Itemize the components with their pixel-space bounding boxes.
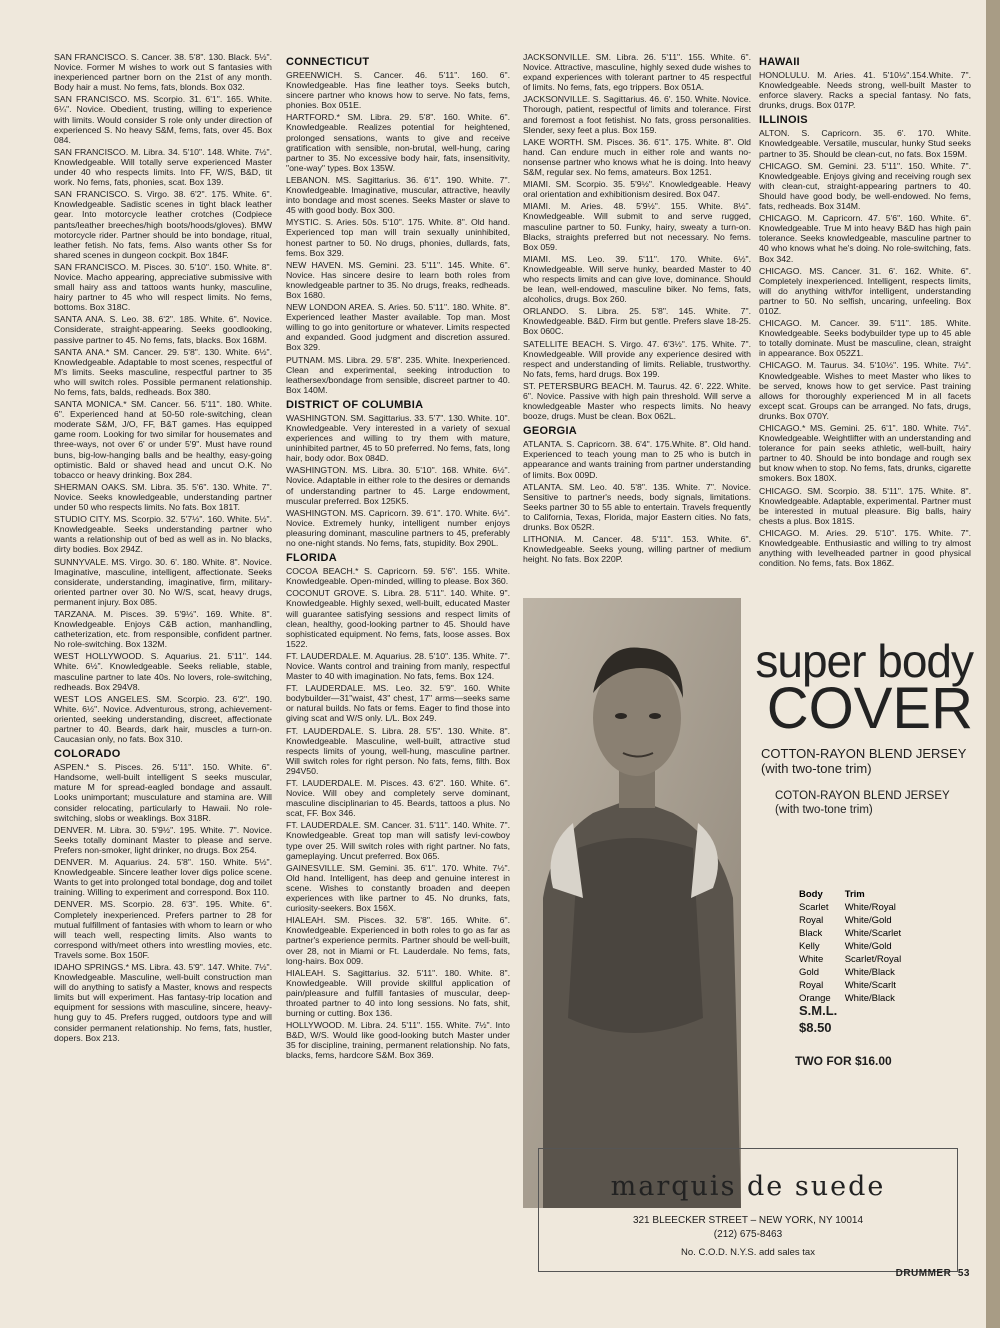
trim-color: White/Black <box>844 967 895 978</box>
body-color: Scarlet <box>799 902 829 913</box>
ad-subtitle-1: COTTON-RAYON BLEND JERSEY <box>761 746 967 761</box>
color-table-row <box>799 940 915 953</box>
personal-ad-entry: SUNNYVALE. MS. Virgo. 30. 6'. 180. White. 8". Novice. Imaginative, masculine, intelligent, affectionate. Seeks considerate, understanding, imaginative, firm, military-oriented partner over 30. No W/S, scat, heavy drugs, permanent injury. Box 085. <box>54 556 272 607</box>
color-table-row <box>799 901 915 914</box>
trim-color: White/Gold <box>844 941 892 952</box>
personal-ad-entry: JACKSONVILLE. S. Sagittarius. 46. 6'. 150. White. Novice. Thorough, patient, respectful of limits and tolerance. First and foremost a foot fetishist. No fats, gross personalities. Slender, sexy feet a plus. Box 159. <box>523 94 751 135</box>
personal-ad-entry: CHICAGO. M. Aries. 29. 5'10". 175. White. 7". Knowledgeable. Enthusiastic and willing to try almost anything with levelheaded partner in good physical condition. No fems, fats. Box 186Z. <box>759 527 971 569</box>
personal-ad-entry: ASPEN.* S. Pisces. 26. 5'11". 150. White. 6". Handsome, well-built intelligent S seeks muscular, mature M for spread-eagled bondage and assault. Looks unimportant; musculature and stamina are. Will consider relocating, particularly to Hawaii. No role-switching, slobs or weaklings. Box 318R. <box>54 762 272 823</box>
trim-color: White/Royal <box>844 902 896 913</box>
personal-ad-entry: HOLLYWOOD. M. Libra. 24. 5'11". 155. White. 7½". Into B&D, W/S. Would like good-looking butch Master under 35 for discipline, training, permanent relationship. No fats, blacks, fems, hardcore S&M. Box 369. <box>286 1020 510 1061</box>
personal-ad-entry: FT. LAUDERDALE. M. Aquarius. 28. 5'10". 135. White. 7". Novice. Wants control and training from manly, respectful Master to 40 with imagination. No fats, fems. Box 124. <box>286 650 510 682</box>
personal-ad-entry: SAN FRANCISCO. MS. Scorpio. 31. 6'1". 165. White. 6¼". Novice. Obedient, trusting, willing to experience with limits. Would consider S role only under direction of experienced S. No heavy S&M, fems, fats, over 45. Box 084. <box>54 94 272 145</box>
personal-ad-entry: IDAHO SPRINGS.* MS. Libra. 43. 5'9". 147. White. 7½". Knowledgeable. Masculine, well-built construction man will do anything to satisfy a Master, knows and respects limits but will experiment. Has fantasy-trip location and equipment for sessions with masculine, sincere, heavy-hung guy to 45. Prefers rugged, outdoors type and will consider permanent relationship. No fems, fats, hustler, dopers. Box 213. <box>54 961 272 1043</box>
state-heading: HAWAII <box>759 56 800 68</box>
ad-sizes: S.M.L. <box>799 1003 838 1018</box>
body-color: White <box>799 954 824 965</box>
column-1 <box>54 52 272 1045</box>
body-color: Gold <box>799 967 820 978</box>
personal-ad-entry: HIALEAH. SM. Pisces. 32. 5'8". 165. White. 6". Knowledgeable. Experienced in both roles to go as far as partner's experience permits. Partner should be well-built, over 28, not in Miami or Ft. Lauderdale. No fems, fats, long-hairs. Box 009. <box>286 915 510 966</box>
personal-ad-entry: MIAMI. SM. Scorpio. 35. 5'9½". Knowledgeable. Heavy oral orientation and exhibitionism desired. Box 047. <box>523 179 751 200</box>
color-table-row <box>799 979 915 992</box>
personal-ad-entry: CHICAGO.* MS. Gemini. 25. 6'1". 180. White. 7½". Knowledgeable. Weightlifter with an understanding and tolerance for pain seeks athletic, well-built, hairy partner to 40. Should be into bondage and rough sex but know when to stop. No fems, fats, drunks, cigarette smokers. Box 180X. <box>759 423 971 484</box>
trim-column-header: Trim <box>844 889 865 900</box>
color-table-row <box>799 914 915 927</box>
personal-ad-entry: JACKSONVILLE. SM. Libra. 26. 5'11". 155. White. 6". Novice. Attractive, masculine, highly sexed dude wishes to expand experiences with tolerant partner to 45 respectful of limits. No fems, fats, ego trippers. Box 051A. <box>523 52 751 93</box>
ad-subtitle-2: COTON-RAYON BLEND JERSEY <box>775 790 950 802</box>
personal-ad-entry: WEST LOS ANGELES. SM. Scorpio. 23. 6'2". 190. White. 6½". Novice. Adventurous, strong, achievement-oriented, seeking understanding, discreet, affectionate partner to 40. Beards, dark hair, muscles a turn-on. Caucasian only, no fats. Box 310. <box>54 693 272 745</box>
column-3 <box>523 52 751 566</box>
personal-ad-entry: FT. LAUDERDALE. M. Pisces. 43. 6'2". 160. White. 6". Novice. Will obey and completely serve dominant, masculine disciplinarian to 45. Beards, tattoos a plus. No scat, FF. Box 346. <box>286 778 510 819</box>
page-number: 53 <box>957 1268 970 1279</box>
advertiser-logo: marquis de suede <box>610 1171 886 1202</box>
personal-ad-entry: ALTON. S. Capricorn. 35. 6'. 170. White. Knowledgeable. Versatile, muscular, hunky Stud seeks partner to 35. Should be clean-cut, no fats. Box 159M. <box>759 128 971 159</box>
personal-ad-entry: GREENWICH. S. Cancer. 46. 5'11". 160. 6". Knowledgeable. Has fine leather toys. Seeks butch, sincere partner who knows how to serve. No fats, fems, phonies. Box 051E. <box>286 70 510 111</box>
state-heading: COLORADO <box>54 748 121 761</box>
color-table-row <box>799 953 915 966</box>
personal-ad-entry: WEST HOLLYWOOD. S. Aquarius. 21. 5'11". 144. White. 6½". Knowledgeable. Seeks reliable, stable, masculine partner to late 40s. No lovers, role-switching, redheads. Box 294V8. <box>54 651 272 692</box>
advertiser-terms: No. C.O.D. N.Y.S. add sales tax <box>681 1247 815 1258</box>
ad-title-line2: COVER <box>766 676 973 741</box>
state-heading: FLORIDA <box>286 552 337 565</box>
ad-title-line1: super body <box>755 635 973 687</box>
personal-ad-entry: MIAMI. M. Aries. 48. 5'9½". 155. White. 8½". Knowledgeable. Will submit to and serve rugged, masculine partner to 50. Funky, hairy, sweaty a turn-on. Blacks, straights preferred but not necessary. No fems. Box 059. <box>523 201 751 252</box>
personal-ad-entry: CHICAGO. SM. Scorpio. 38. 5'11". 175. White. 8". Knowledgeable. Adaptable, experimental. Partner must be interested in mutual pleasure. Big balls, hairy chests a plus. Box 181S. <box>759 485 972 526</box>
trim-color: Scarlet/Royal <box>844 954 902 965</box>
personal-ad-entry: LITHONIA. M. Cancer. 48. 5'11". 153. White. 6". Knowledgeable. Seeks young, willing partner of medium height. No fats. Box 220P. <box>523 534 751 565</box>
personal-ad-entry: SAN FRANCISCO. S. Virgo. 38. 6'2". 175. White. 6". Knowledgeable. Sadistic scenes in tight black leather gear. Into motorcycle leather crotches (Codpiece pants/leather breeches/high boots/hoods/gloves). BMW motorcycle rider. Partner should be into bondage, ritual, leather fetish. No fats, fems. Also wants other Ss for shared scenes in dungeon cockpit. Box 184F. <box>54 189 272 260</box>
personal-ad-entry: SATELLITE BEACH. S. Virgo. 47. 6'3½". 175. White. 7". Knowledgeable. Will provide any experience desired with respect and understanding of limits. Reliable, trustworthy. No fats, fems, hard drugs. Box 199. <box>523 338 751 379</box>
page-footer <box>896 1268 970 1279</box>
state-heading: CONNECTICUT <box>286 56 370 68</box>
column-2 <box>286 52 510 1063</box>
personal-ad-entry: MYSTIC. S. Aries. 50s. 5'10". 175. White. 8". Old hand. Experienced top man will train sexually uninhibited, honest partner to 50. No drugs, phonies, dullards, fats, fems. Box 329. <box>286 217 510 258</box>
personal-ad-entry: SANTA MONICA.* SM. Cancer. 56. 5'11". 180. White. 6". Experienced hand at 50-50 role-switching, clean moderate S&M, J/O, FF, B&T games. Has equipped game room. Looking for two similar for housemates and three-ways, not over 6' or under 5'9". Must have round buns, big-low-hanging balls and be healthy, easy-going optimistic. Bald or shaved head and uncut O.K. No tobacco or heavy drinking. Box 284. <box>54 399 272 480</box>
personal-ad-entry: PUTNAM. MS. Libra. 29. 5'8". 235. White. Inexperienced. Clean and experimental, seeking introduction to leathersex/bondage from sensible, discreet partner to 40. Box 140M. <box>286 354 510 395</box>
state-heading: ILLINOIS <box>759 114 808 127</box>
personal-ad-entry: GAINESVILLE. SM. Gemini. 35. 6'1". 170. White. 7½". Old hand. Intelligent, has deep and genuine interest in scene. Wishes to constantly broaden and deepen experiences with like partner to 45. No drunks, fats, curiosity-seekers. Box 156X. <box>286 862 510 914</box>
personal-ad-entry: LAKE WORTH. SM. Pisces. 36. 6'1". 175. White. 8". Old hand. Can endure much in either role and wants no-nonsense partner who knows what he is doing. Into heavy S&M, regular sex. No fems, amateurs. Box 1251. <box>523 136 751 178</box>
body-color: Black <box>799 928 823 939</box>
personal-ad-entry: CHICAGO. M. Taurus. 34. 5'10½". 195. White. 7½". Knowledgeable. Wishes to meet Master who likes to be served, knows how to get service. Past training allows for thoroughly experienced M in all facets except scat. Groups can be arranged. No fats, drugs, drunks. Box 070Y. <box>759 360 971 421</box>
color-table-row <box>799 927 915 940</box>
color-table <box>799 888 915 1005</box>
ad-subtitle-1-trim: (with two-tone trim) <box>761 761 872 776</box>
advertiser-phone: (212) 675-8463 <box>713 1229 783 1240</box>
magazine-name: DRUMMER <box>895 1268 952 1279</box>
state-heading: DISTRICT OF COLUMBIA <box>286 398 424 411</box>
personal-ad-entry: FT. LAUDERDALE. MS. Leo. 32. 5'9". 160. White bodybuilder—31"waist, 43" chest, 17" arms—seeks same or natural builds. No fats or fems. Eager to find those into giving scat and W/S only. L/L. Box 249. <box>286 683 510 724</box>
personal-ad-entry: COCONUT GROVE. S. Libra. 28. 5'11". 140. White. 9". Knowledgeable. Highly sexed, well-built, educated Master will guarantee satisfying sessions and respect limits of clean, healthy, good-looking partner to 45. Should have sophisticated equipment. No fems, fats, loose asses. Box 1522. <box>286 588 510 649</box>
personal-ad-entry: HONOLULU. M. Aries. 41. 5'10½".154.White. 7". Knowledgeable. Needs strong, well-built Master to enforce slavery. Racks a special fantasy. No fats, drunks, drugs. Box 017P. <box>759 70 971 111</box>
page-edge <box>986 0 1000 1328</box>
personal-ad-entry: SHERMAN OAKS. SM. Libra. 35. 5'6". 130. White. 7". Novice. Seeks knowledgeable, understanding partner under 50 who respects limits. No fats. Box 181T. <box>54 481 272 513</box>
personal-ad-entry: SANTA ANA. S. Leo. 38. 6'2". 185. White. 6". Novice. Considerate, straight-appearing. Seeks goodlooking, passive partner to 45. No fems, fats, blacks. Box 168M. <box>54 314 272 345</box>
personal-ad-entry: CHICAGO. M. Cancer. 39. 5'11". 185. White. Knowledgeable. Seeks bodybuilder type up to 45 able to totally dominate. Must be masculine, clean, straight in appearance. Box 052Z1. <box>759 318 971 359</box>
personal-ad-entry: DENVER. M. Aquarius. 24. 5'8". 150. White. 5½". Knowledgeable. Sincere leather lover digs police scene. Wants to get into prolonged total bondage, dog and toilet training. Willing to experiment and correspond. Box 110. <box>54 857 272 898</box>
advertiser-address: 321 BLEECKER STREET – NEW YORK, NY 10014 <box>632 1215 864 1226</box>
personal-ad-entry: CHICAGO. SM. Gemini. 23. 5'11". 150. White. 7". Knowledgeable. Enjoys giving and receiving rough sex with clean-cut, straight-appearing partners to 40. Should have good body, be well-endowed. No fems, fats, redheads. Box 314M. <box>759 160 971 212</box>
ad-price: $8.50 <box>799 1020 832 1035</box>
model-photo <box>523 598 741 1208</box>
ad-offer: TWO FOR $16.00 <box>795 1054 892 1068</box>
personal-ad-entry: FT. LAUDERDALE. SM. Cancer. 31. 5'11". 140. White. 7". Knowledgeable. Great top man will satisfy levi-cowboy type over 25. Will switch roles with right partner. No fats, gameplaying. Uncut preferred. Box 065. <box>286 820 510 861</box>
personal-ad-entry: SAN FRANCISCO. S. Cancer. 38. 5'8". 130. Black. 5½". Novice. Former M wishes to work out S fantasies with inexperienced partner born on the 21st of any month. Body hair a must. No fems, fats, blonds. Box 032. <box>54 52 272 93</box>
personal-ad-entry: LEBANON. MS. Sagittarius. 36. 6'1". 190. White. 7". Knowledgeable. Imaginative, muscular, attractive, heavily into bondage and most scenes. Seeks Master or slave to 45 with good body. Box 300. <box>286 174 510 216</box>
personal-ad-entry: SAN FRANCISCO. M. Libra. 34. 5'10". 148. White. 7½". Knowledgeable. Will totally serve experienced Master under 40 who respects limits. Into FF, W/S, B&D, tit work. No fems, fats, phonies, scat. Box 139. <box>54 146 272 188</box>
trim-color: White/Scarlet <box>844 928 902 939</box>
personal-ad-entry: SAN FRANCISCO. M. Pisces. 30. 5'10". 150. White. 8". Novice. Macho appearing, appreciative submissive with small hairy ass and tattoos wants hunky, masculine, hairy partner to 45 who will respect limits. No fems, bottoms. Box 318C. <box>54 261 272 313</box>
color-table-row <box>799 966 915 979</box>
personal-ad-entry: ST. PETERSBURG BEACH. M. Taurus. 42. 6'. 222. White. 6". Novice. Passive with high pain threshold. Will serve a knowledgeable Master who respects limits. No heavy booze, drugs. Must be clean. Box 062L. <box>523 380 751 422</box>
personal-ad-entry: STUDIO CITY. MS. Scorpio. 32. 5'7½". 160. White. 5½". Knowledgeable. Seeks understanding partner who wants a relationship out of bed as well as in. No blacks, dirty bodies. Box 294Z. <box>54 514 272 555</box>
personal-ad-entry: ORLANDO. S. Libra. 25. 5'8". 145. White. 7". Knowledgeable. B&D. Firm but gentle. Prefers slave 18-25. Box 060C. <box>523 306 751 337</box>
advertiser-box <box>538 1148 958 1272</box>
personal-ad-entry: CHICAGO. MS. Cancer. 31. 6'. 162. White. 6". Completely inexperienced. Intelligent, respects limits, will do anything with/for intelligent, understanding partner to 50. No selfish, uncaring, unfeeling. Box 010Z. <box>759 265 971 316</box>
body-color: Orange <box>799 993 831 1004</box>
personal-ad-entry: ATLANTA. SM. Leo. 40. 5'8". 135. White. 7". Novice. Sensitive to partner's needs, body signals, limitations. Seeks partner 30 to 55 able to entertain. Travels frequently to California, Texas, Florida, major Eastern cities. No fats, drunks. Box 052R. <box>523 481 751 533</box>
personal-ad-entry: DENVER. MS. Scorpio. 28. 6'3". 195. White. 6". Completely inexperienced. Prefers partner to 28 for mutual fulfillment of fantasies with whom to learn or who will teach well, respecting limits. Also wants to correspond with/meet others into wrestling movies, etc. Travels some. Box 150F. <box>54 899 272 960</box>
personal-ad-entry: CHICAGO. M. Capricorn. 47. 5'6". 160. White. 6". Knowledgeable. True M into heavy B&D has high pain tolerance. Seeks knowledgeable, masculine partner to 40 who knows what he's doing. No role-switching, fats. Box 342. <box>759 213 971 264</box>
personal-ad-entry: DENVER. M. Libra. 30. 5'9½". 195. White. 7". Novice. Seeks totally dominant Master to please and serve. Prefers non-smoker, light drinker, no drugs. Box 254. <box>54 824 272 855</box>
advertisement <box>523 598 973 1275</box>
ad-subtitle-2-trim: (with two-tone trim) <box>775 804 873 816</box>
personal-ad-entry: TARZANA. M. Pisces. 39. 5'9½". 169. White. 8". Knowledgeable. Enjoys C&B action, manhandling, catheterization, etc. from responsible, confident partner. No role-switching. Box 132M. <box>54 608 272 650</box>
personal-ad-entry: SANTA ANA.* SM. Cancer. 29. 5'8". 130. White. 6½". Knowledgeable. Adaptable to most scenes, respectful of M's limits. Seeks masculine, respectful partner to 35 who will switch roles. Possible permanent relationship. No fems, fats, balds, redheads. Box 380. <box>54 346 272 397</box>
personal-ad-entry: NEW LONDON AREA. S. Aries. 50. 5'11". 180. White. 8". Experienced leather Master available. Top man. Most willing to go into genitorture or whatever. Limits respected and expanded. Good judgment and discretion assured. Box 329. <box>286 302 510 353</box>
personal-ad-entry: HIALEAH. S. Sagittarius. 32. 5'11". 180. White. 8". Knowledgeable. Will provide skillful application of pain/pleasure and fulfill fantasies of muscular, deep-throated partner to 40 into long sessions. No fats, shit, burning or cutting. Box 136. <box>286 967 510 1019</box>
trim-color: White/Gold <box>844 915 892 926</box>
body-color: Royal <box>799 915 824 926</box>
personal-ad-entry: WASHINGTON. MS. Capricorn. 39. 6'1". 170. White. 6½". Novice. Extremely hunky, intelligent number enjoys pleasuring dominant, masculine partners to 45, preferably no one-night stands. No fems, fats, stupidity. Box 290L. <box>286 507 510 549</box>
personal-ad-entry: ATLANTA. S. Capricorn. 38. 6'4". 175.White. 8". Old hand. Experienced to teach young man to 25 who is butch in appearance and wants training from partner understanding of limits. Box 009D. <box>523 439 751 480</box>
body-color: Kelly <box>799 941 820 952</box>
body-color: Royal <box>799 980 824 991</box>
column-4 <box>759 52 971 570</box>
personal-ad-entry: NEW HAVEN. MS. Gemini. 23. 5'11". 145. White. 6". Novice. Has sincere desire to learn both roles from knowledgeable partner to 35. No drugs, freaks, redheads. Box 1680. <box>286 259 510 300</box>
state-heading: GEORGIA <box>523 425 578 438</box>
trim-color: White/Black <box>844 993 895 1004</box>
personal-ad-entry: FT. LAUDERDALE. S. Libra. 28. 5'5". 130. White. 8". Knowledgeable. Masculine, well-built, attractive stud respects limits of young, well-hung, masculine partner. Will switch roles for right person. No fats, fems, filth. Box 294V50. <box>286 725 510 776</box>
personal-ad-entry: COCOA BEACH.* S. Capricorn. 59. 5'6". 155. White. Knowledgeable. Open-minded, willing to please. Box 360. <box>286 566 510 587</box>
personal-ad-entry: HARTFORD.* SM. Libra. 29. 5'8". 160. White. 6". Knowledgeable. Realizes potential for heightened, prolonged sensations, wants to give and receive gratification with sensible, non-brutal, well-hung, caring partner to 35. No excessive body hair, fats, insensitivity, "one-way" types. Box 135W. <box>286 112 510 173</box>
personal-ad-entry: MIAMI. MS. Leo. 39. 5'11". 170. White. 6½". Knowledgeable. Will serve hunky, bearded Master to 40 who respects limits and can give love, dominance. Should be lean, well-endowed, masculine biker. No fems, fats, alcoholics, drugs. Box 260. <box>523 253 751 305</box>
body-column-header: Body <box>799 889 823 900</box>
trim-color: White/Scarlt <box>844 980 896 991</box>
personal-ad-entry: WASHINGTON. SM. Sagittarius. 33. 5'7". 130. White. 10". Knowledgeable. Very interested in a variety of sexual experiences and willing to try them with mature, uninhibited partner, 45 to 50 preferred. No fems, fats, long hair, body odor. Box 084D. <box>286 412 510 464</box>
personal-ad-entry: WASHINGTON. MS. Libra. 30. 5'10". 168. White. 6½". Novice. Adaptable in either role to the desires or demands of understanding partner to 45. Large endowment, muscular preferred. Box 125K5. <box>286 465 510 506</box>
